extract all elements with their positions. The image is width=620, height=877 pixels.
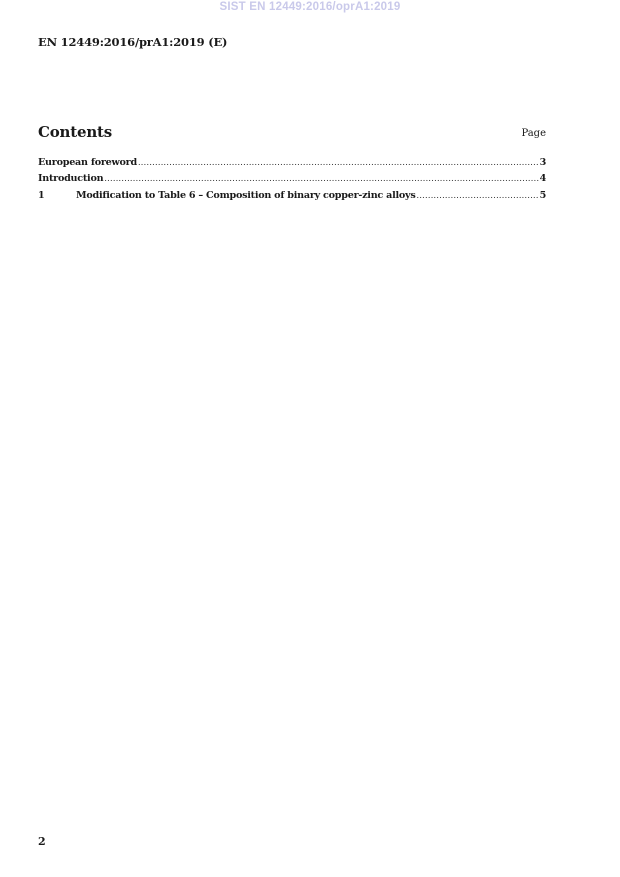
toc-leader-dots [138,158,539,167]
page-number: 2 [38,835,46,848]
toc-entry-number: 1 [38,189,45,201]
toc-entry-page: 4 [539,173,546,185]
toc-leader-dots [416,191,538,200]
document-id-header: EN 12449:2016/prA1:2019 (E) [38,35,228,49]
page-column-label: Page [521,128,546,139]
toc-entry-european-foreword[interactable] [38,157,546,173]
contents-heading: Contents [38,123,113,141]
toc-entry-page: 3 [539,157,546,168]
toc-leader-dots [104,174,538,183]
toc-entry-section-1[interactable] [38,190,546,206]
toc-entry-page: 5 [539,189,546,201]
table-of-contents [38,157,546,206]
watermark: SIST EN 12449:2016/oprA1:2019 [219,1,401,13]
toc-entry-label: Modification to Table 6 – Composition of binary copper-zinc alloys [76,189,416,201]
toc-entry-label: European foreword [38,157,137,168]
toc-entry-introduction[interactable] [38,173,546,189]
toc-entry-label: Introduction [38,173,104,185]
